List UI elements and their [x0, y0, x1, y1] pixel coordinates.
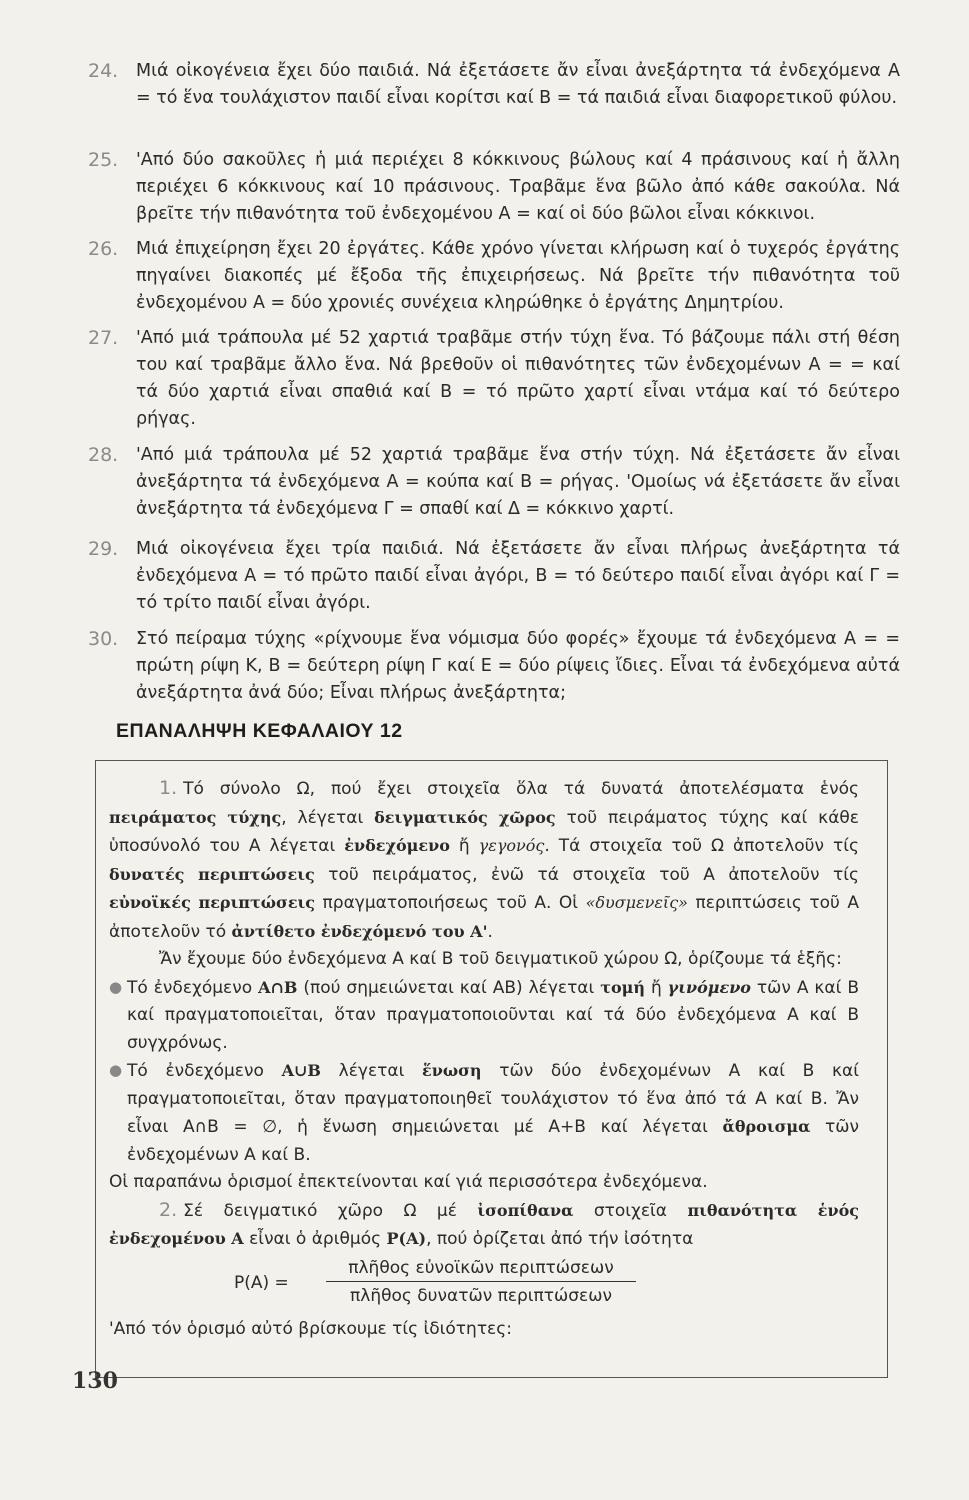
exercise-text: 'Από μιά τράπουλα μέ 52 χαρτιά τραβᾶμε ἕνα στήν τύχη. Νά ἐξετάσετε ἄν εἶναι ἀνεξάρτητα τά ἐνδεχόμενα Α = κούπα καί Β = ρήγας. 'Ομοίως νά ἐξετάσετε ἄν εἶναι ἀνεξάρτητα τά ἐνδεχόμενα Γ = σπαθί καί Δ = κόκκινο χαρτί. [136, 445, 900, 519]
summary-paragraph: Οἱ παραπάνω ὁρισμοί ἐπεκτείνονται καί γιά περισσότερα ἐνδεχόμενα. [109, 1172, 708, 1192]
term-sample-space: δειγματικός χῶρος [374, 807, 556, 827]
formula-lhs: P(A) = [234, 1272, 289, 1293]
term-union-symbol: Α∪Β [281, 1061, 321, 1080]
term-experiment: πειράματος τύχης [109, 807, 282, 827]
formula-denominator: πλῆθος δυνατῶν περιπτώσεων [350, 1285, 612, 1306]
text-run: λέγεται [320, 1061, 423, 1081]
text-run: στοιχεῖα [573, 1200, 688, 1221]
formula-fraction [326, 1256, 636, 1308]
exercise-number: 29. [88, 538, 119, 560]
text-run: Σέ δειγματικό χῶρο Ω μέ [183, 1200, 478, 1221]
text-run: , λέγεται [281, 807, 375, 828]
text-run: τοῦ πειράματος τύχης καί κάθε ὑποσύνολό του Α λέγεται [109, 807, 859, 856]
bullet-icon: ● [109, 1061, 123, 1079]
term-favorable-cases: εὐνοϊκές περιπτώσεις [109, 893, 316, 912]
exercise-26 [88, 236, 900, 317]
exercise-29 [88, 536, 900, 617]
term-union: ἕνωση [422, 1061, 482, 1080]
exercise-text: Μιά οἰκογένεια ἔχει δύο παιδιά. Νά ἐξετάσετε ἄν εἶναι ἀνεξάρτητα τά ἐνδεχόμενα Α = τό ἕνα τουλάχιστον παιδί εἶναι κορίτσι καί Β = τά παιδιά εἶναι διαφορετικοῦ φύλου. [136, 61, 900, 108]
text-run: . Τά στοιχεῖα τοῦ Ω ἀποτελοῦν τίς [544, 836, 859, 856]
summary-item-1 [109, 775, 859, 946]
text-run: περιπτώσεις τοῦ Α ἀποτελοῦν τό [109, 893, 859, 942]
fraction-bar [326, 1281, 636, 1282]
summary-item-number: 1. [159, 777, 178, 799]
term-intersection: τομή [600, 977, 645, 997]
exercise-24 [88, 58, 900, 112]
exercise-number: 24. [88, 60, 119, 82]
summary-paragraph: 'Από τόν ὁρισμό αὐτό βρίσκουμε τίς ἰδιότητες: [109, 1318, 512, 1339]
text-run: . [487, 921, 493, 942]
term-sum: ἄθροισμα [722, 1117, 811, 1136]
exercise-text: Στό πείραμα τύχης «ρίχνουμε ἕνα νόμισμα δύο φορές» ἔχουμε τά ἐνδεχόμενα Α = = πρώτη ρίψη Κ, Β = δεύτερη ρίψη Γ καί Ε = δύο ρίψεις ἴδιες. Εἶναι τά ἐνδεχόμενα αὐτά ἀνεξάρτητα ἀνά δύο; Εἶναι πλήρως ἀνεξάρτητα; [136, 629, 900, 703]
exercise-number: 25. [88, 149, 119, 171]
term-probability-of-event: πιθανότητα ἑνός ἐνδεχομένου Α [109, 1200, 860, 1248]
text-run: ἤ [449, 836, 479, 856]
text-run: Τό ἐνδεχόμενο [127, 1061, 282, 1081]
term-complement: ἀντίθετο ἐνδεχόμενό του Α' [231, 921, 488, 941]
exercise-number: 26. [88, 238, 119, 260]
summary-content [109, 775, 859, 1343]
text-run: (πού σημειώνεται καί ΑΒ) λέγεται [297, 977, 601, 998]
chapter-summary-box [95, 760, 888, 1378]
exercise-25 [88, 147, 900, 228]
text-run: τῶν δύο ἐνδεχομένων Α καί Β καί πραγματοποιεῖται, ὅταν πραγματοποιηθεῖ τουλάχιστον τό ἕνα ἀπό τά Α καί Β. Ἄν εἶναι Α∩Β = ∅, ἡ ἕνωση σημειώνεται μέ Α+Β καί λέγεται [127, 1061, 859, 1137]
formula-numerator: πλῆθος εὐνοϊκῶν περιπτώσεων [348, 1257, 614, 1278]
exercise-text: 'Από δύο σακοῦλες ἡ μιά περιέχει 8 κόκκινους βώλους καί 4 πράσινους καί ἡ ἄλλη περιέχει 6 κόκκινους καί 10 πράσινους. Τραβᾶμε ἕνα βῶλο ἀπό κάθε σακούλα. Νά βρεῖτε τήν πιθανότητα τοῦ ἐνδεχομένου Α = καί οἱ δύο βῶλοι εἶναι κόκκινοι. [136, 150, 900, 224]
term-equiprobable: ἰσοπίθανα [477, 1200, 574, 1220]
term-unfavorable: «δυσμενεῖς» [585, 893, 688, 912]
term-intersection-symbol: Α∩Β [258, 977, 298, 997]
summary-bullet-union [109, 1057, 859, 1169]
exercise-number: 30. [88, 628, 119, 650]
summary-paragraph: Ἄν ἔχουμε δύο ἐνδεχόμενα Α καί Β τοῦ δειγματικοῦ χώρου Ω, ὁρίζουμε τά ἑξῆς: [159, 949, 842, 969]
exercise-text: Μιά ἐπιχείρηση ἔχει 20 ἐργάτες. Κάθε χρόνο γίνεται κλήρωση καί ὁ τυχερός ἐργάτης πηγαίνει διακοπές μέ ἔξοδα τῆς ἐπιχειρήσεως. Νά βρεῖτε τήν πιθανότητα τοῦ ἐνδεχομένου Α = δύο χρονιές συνέχεια κληρώθηκε ὁ ἐργάτης Δημητρίου. [136, 239, 900, 313]
term-event: ἐνδεχόμενο [344, 836, 450, 855]
term-possible-cases: δυνατές περιπτώσεις [109, 864, 315, 884]
term-probability-symbol: P(A) [386, 1229, 427, 1248]
exercise-28 [88, 442, 900, 523]
term-occurrence: γεγονός [478, 836, 545, 855]
chapter-review-heading: ΕΠΑΝΑΛΗΨΗ ΚΕΦΑΛΑΙΟΥ 12 [116, 720, 403, 742]
text-run: τοῦ πειράματος, ἐνῶ τά στοιχεῖα τοῦ Α ἀποτελοῦν τίς [314, 864, 860, 885]
summary-item-2 [109, 1197, 859, 1254]
text-run: τῶν Α καί Β καί πραγματοποιεῖται, ὅταν πραγματοποιοῦνται καί τά δύο ἐνδεχόμενα Α καί Β συγχρόνως. [127, 977, 859, 1053]
summary-item-number: 2. [159, 1198, 178, 1221]
text-run: εἶναι ὁ ἀριθμός [243, 1229, 387, 1249]
page-number: 130 [72, 1368, 118, 1394]
summary-bullet-intersection [109, 974, 859, 1058]
text-run: , πού ὁρίζεται ἀπό τήν ἰσότητα [426, 1229, 694, 1249]
exercise-30 [88, 626, 900, 707]
text-run: πραγματοποιήσεως τοῦ Α. Οἱ [315, 893, 586, 913]
probability-formula [109, 1256, 859, 1312]
text-run: ἤ [645, 977, 668, 998]
bullet-icon: ● [109, 977, 123, 996]
text-run: τῶν ἐνδεχομένων Α καί Β. [127, 1117, 859, 1165]
term-product: γινόμενο [667, 977, 751, 997]
text-run: Τό ἐνδεχόμενο [127, 977, 259, 998]
exercise-number: 28. [88, 444, 119, 466]
exercise-text: 'Από μιά τράπουλα μέ 52 χαρτιά τραβᾶμε στήν τύχη ἕνα. Τό βάζουμε πάλι στή θέση του καί τραβᾶμε ἄλλο ἕνα. Νά βρεθοῦν οἱ πιθανότητες τῶν ἐνδεχομένων Α = = καί τά δύο χαρτιά εἶναι σπαθιά καί Β = τό πρῶτο χαρτί εἶναι ντάμα καί τό δεύτερο ρήγας. [136, 328, 900, 429]
exercise-text: Μιά οἰκογένεια ἔχει τρία παιδιά. Νά ἐξετάσετε ἄν εἶναι πλήρως ἀνεξάρτητα τά ἐνδεχόμενα Α = τό πρῶτο παιδί εἶναι ἀγόρι, Β = τό δεύτερο παιδί εἶναι ἀγόρι καί Γ = τό τρίτο παιδί εἶναι ἀγόρι. [136, 539, 900, 613]
exercise-number: 27. [88, 327, 119, 349]
exercise-27 [88, 325, 900, 433]
text-run: Τό σύνολο Ω, πού ἔχει στοιχεῖα ὅλα τά δυνατά ἀποτελέσματα ἑνός [183, 779, 859, 799]
